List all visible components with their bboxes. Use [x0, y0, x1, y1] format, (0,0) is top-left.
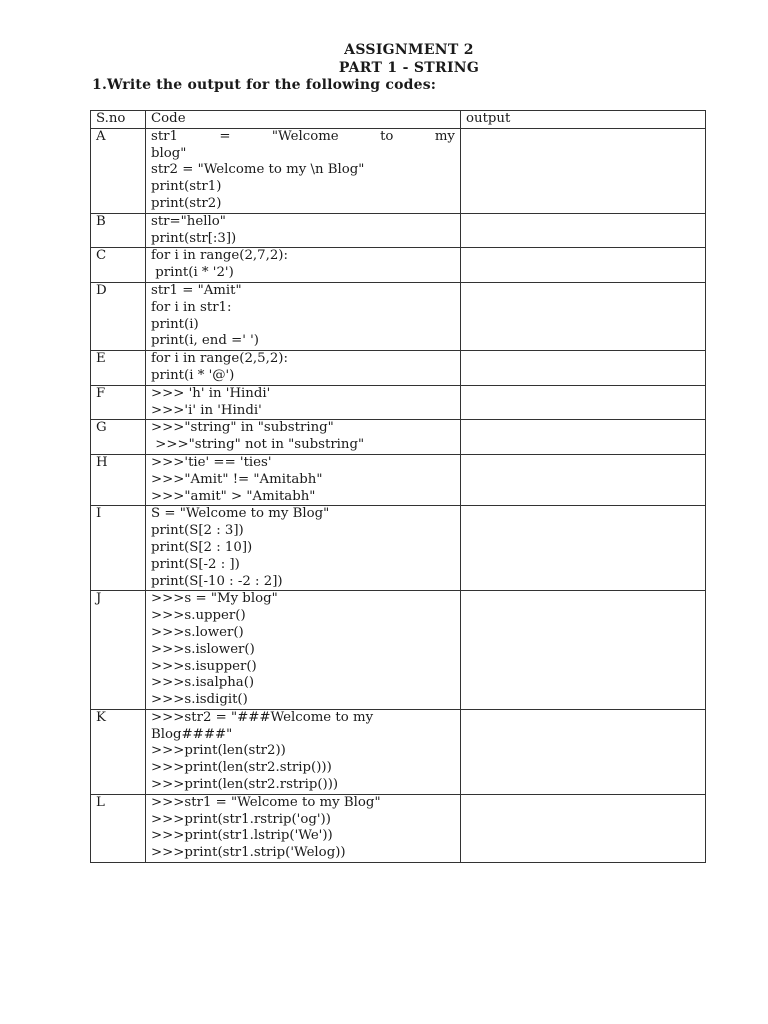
code-output-table — [90, 110, 706, 863]
row-sno: I — [91, 506, 146, 591]
code-line: >>>s.islower() — [151, 641, 255, 657]
code-line: for i in range(2,7,2): — [151, 248, 288, 264]
code-line: for i in str1: — [151, 299, 232, 315]
row-sno: K — [91, 709, 146, 794]
code-line: for i in range(2,5,2): — [151, 351, 288, 367]
row-sno: F — [91, 385, 146, 420]
code-line: str="hello" — [151, 213, 226, 229]
code-line: >>>'tie' == 'ties' — [151, 454, 272, 470]
code-line: >>>'i' in 'Hindi' — [151, 402, 262, 418]
code-line: >>>"string" in "substring" — [151, 420, 334, 436]
row-output[interactable] — [461, 591, 706, 710]
code-line: >>>s = "My blog" — [151, 591, 278, 607]
code-line: >>>str2 = "###Welcome to my — [151, 709, 374, 725]
code-line: >>>s.isalpha() — [151, 675, 255, 691]
table-row — [91, 213, 706, 248]
row-output[interactable] — [461, 794, 706, 862]
code-line: print(S[2 : 10]) — [151, 539, 253, 555]
code-line: >>>s.isdigit() — [151, 692, 248, 708]
table-row — [91, 248, 706, 283]
code-line: >>>"Amit" != "Amitabh" — [151, 471, 323, 487]
row-code — [146, 709, 461, 794]
table-row — [91, 282, 706, 350]
code-line: print(S[-2 : ]) — [151, 556, 240, 572]
row-sno: A — [91, 128, 146, 213]
row-sno: E — [91, 351, 146, 386]
code-line: >>>print(str1.rstrip('og')) — [151, 811, 331, 827]
code-line: blog" — [151, 145, 187, 161]
code-line: Blog####" — [151, 726, 233, 742]
table-row — [91, 794, 706, 862]
code-line: str1 = "Amit" — [151, 282, 242, 298]
row-code — [146, 454, 461, 505]
table-header-row — [91, 111, 706, 129]
row-code — [146, 591, 461, 710]
code-word: "Welcome — [271, 128, 339, 144]
code-line: print(i, end =' ') — [151, 333, 259, 349]
code-line: print(str1) — [151, 179, 222, 195]
code-line: >>>"amit" > "Amitabh" — [151, 488, 316, 504]
row-sno: D — [91, 282, 146, 350]
code-line: >>>print(str1.strip('Welog)) — [151, 845, 346, 861]
row-code — [146, 213, 461, 248]
code-line: print(S[-10 : -2 : 2]) — [151, 573, 283, 589]
row-output[interactable] — [461, 213, 706, 248]
code-word: str1 — [151, 128, 178, 144]
row-sno: G — [91, 420, 146, 455]
row-code — [146, 506, 461, 591]
code-line: >>>s.upper() — [151, 608, 246, 624]
row-output[interactable] — [461, 282, 706, 350]
table-row — [91, 420, 706, 455]
part-title: PART 1 - STRING — [338, 60, 480, 76]
code-line: print(str2) — [151, 195, 222, 211]
code-word: my — [434, 128, 455, 144]
code-line: print(i) — [151, 316, 199, 332]
table-row — [91, 506, 706, 591]
row-sno: J — [91, 591, 146, 710]
code-line: >>>"string" not in "substring" — [151, 437, 365, 453]
row-output[interactable] — [461, 454, 706, 505]
assignment-title: ASSIGNMENT 2 — [344, 42, 474, 58]
code-line: print(i * '@') — [151, 367, 235, 383]
row-output[interactable] — [461, 128, 706, 213]
table-row — [91, 351, 706, 386]
row-code — [146, 794, 461, 862]
code-line-justified — [151, 129, 455, 146]
code-line: >>> 'h' in 'Hindi' — [151, 385, 271, 401]
question-heading: 1.Write the output for the following codes: — [92, 77, 437, 93]
code-line: str2 = "Welcome to my \n Blog" — [151, 162, 365, 178]
table-row — [91, 454, 706, 505]
table-row — [91, 709, 706, 794]
row-output[interactable] — [461, 351, 706, 386]
row-code — [146, 351, 461, 386]
row-sno: B — [91, 213, 146, 248]
row-output[interactable] — [461, 506, 706, 591]
row-output[interactable] — [461, 420, 706, 455]
table-row — [91, 385, 706, 420]
row-code — [146, 248, 461, 283]
table-row — [91, 128, 706, 213]
table-row — [91, 591, 706, 710]
row-sno: C — [91, 248, 146, 283]
code-word: to — [380, 128, 394, 144]
code-line: print(str[:3]) — [151, 230, 237, 246]
row-code — [146, 128, 461, 213]
row-output[interactable] — [461, 709, 706, 794]
code-line: >>>s.isupper() — [151, 658, 257, 674]
row-code — [146, 282, 461, 350]
row-output[interactable] — [461, 385, 706, 420]
code-line: >>>print(len(str2.rstrip())) — [151, 777, 339, 793]
code-line: print(S[2 : 3]) — [151, 523, 244, 539]
code-line: >>>str1 = "Welcome to my Blog" — [151, 794, 381, 810]
code-line: print(i * '2') — [151, 265, 234, 281]
code-line: >>>print(str1.lstrip('We')) — [151, 828, 333, 844]
row-sno: H — [91, 454, 146, 505]
row-sno: L — [91, 794, 146, 862]
code-line: >>>s.lower() — [151, 624, 244, 640]
header-code: Code — [146, 111, 461, 129]
code-line: S = "Welcome to my Blog" — [151, 506, 330, 522]
header-sno: S.no — [91, 111, 146, 129]
code-word: = — [219, 128, 231, 144]
code-line: >>>print(len(str2)) — [151, 743, 286, 759]
row-code — [146, 420, 461, 455]
code-line: >>>print(len(str2.strip())) — [151, 760, 332, 776]
row-output[interactable] — [461, 248, 706, 283]
header-output: output — [461, 111, 706, 129]
row-code — [146, 385, 461, 420]
